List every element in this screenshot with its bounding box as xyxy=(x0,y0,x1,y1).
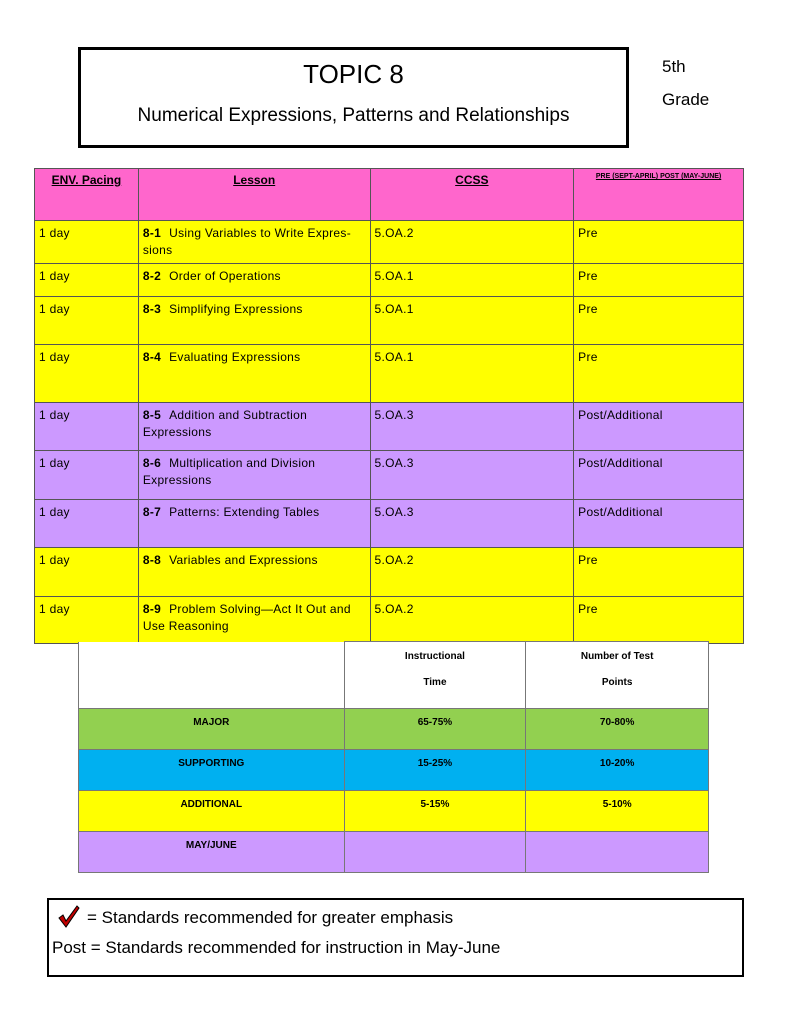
timing-cell: Pre xyxy=(574,297,744,345)
lesson-row xyxy=(35,297,744,345)
emphasis-time: 65-75% xyxy=(344,709,526,750)
ccss-cell: 5.OA.1 xyxy=(370,264,574,297)
emphasis-table xyxy=(78,641,709,873)
lesson-number: 8-7 xyxy=(142,505,162,519)
emphasis-header-blank xyxy=(79,642,345,709)
header-instructional-time xyxy=(344,642,526,709)
lesson-number: 8-9 xyxy=(142,602,162,616)
title-box xyxy=(78,47,629,148)
header-points-line1: Number of Test xyxy=(580,651,654,662)
emphasis-points: 5-10% xyxy=(526,791,709,832)
timing-cell: Pre xyxy=(574,221,744,264)
ccss-cell: 5.OA.2 xyxy=(370,221,574,264)
emphasis-row-additional xyxy=(79,791,709,832)
legend-box xyxy=(47,898,744,977)
lesson-title: Problem Solving—Act It Out and Use Reasoning xyxy=(142,602,351,633)
pacing-cell: 1 day xyxy=(35,345,139,403)
emphasis-row-major xyxy=(79,709,709,750)
lesson-cell xyxy=(138,548,370,597)
lesson-cell xyxy=(138,451,370,500)
legend-check-row xyxy=(57,904,453,933)
lesson-number: 8-8 xyxy=(142,553,162,567)
timing-cell: Post/Additional xyxy=(574,451,744,500)
lesson-row xyxy=(35,264,744,297)
header-lesson: Lesson xyxy=(138,169,370,221)
ccss-cell: 5.OA.1 xyxy=(370,297,574,345)
lesson-title: Order of Operations xyxy=(169,269,281,283)
timing-cell: Pre xyxy=(574,548,744,597)
lesson-title: Simplifying Expressions xyxy=(169,302,303,316)
emphasis-header xyxy=(79,642,709,709)
lesson-cell xyxy=(138,221,370,264)
ccss-cell: 5.OA.3 xyxy=(370,500,574,548)
lesson-table-header xyxy=(35,169,744,221)
pacing-cell: 1 day xyxy=(35,500,139,548)
lesson-row xyxy=(35,451,744,500)
emphasis-time: 15-25% xyxy=(344,750,526,791)
header-points-line2: Points xyxy=(601,677,633,688)
emphasis-time xyxy=(344,832,526,873)
legend-post-text: Post = Standards recommended for instruction in May-June xyxy=(52,938,501,957)
emphasis-points: 10-20% xyxy=(526,750,709,791)
header-instructional-line2: Time xyxy=(423,677,447,688)
timing-cell: Pre xyxy=(574,345,744,403)
emphasis-row-supporting xyxy=(79,750,709,791)
lesson-title: Evaluating Expressions xyxy=(169,350,301,364)
pacing-cell: 1 day xyxy=(35,264,139,297)
checkmark-icon xyxy=(57,904,81,933)
pacing-cell: 1 day xyxy=(35,403,139,451)
lesson-table xyxy=(34,168,744,644)
pacing-cell: 1 day xyxy=(35,451,139,500)
timing-cell: Post/Additional xyxy=(574,500,744,548)
emphasis-label: MAJOR xyxy=(79,709,345,750)
grade-line-2: Grade xyxy=(662,90,710,109)
lesson-title: Addition and Subtraction Expressions xyxy=(142,408,308,439)
lesson-row xyxy=(35,345,744,403)
pacing-cell: 1 day xyxy=(35,597,139,644)
timing-cell: Pre xyxy=(574,264,744,297)
ccss-cell: 5.OA.1 xyxy=(370,345,574,403)
topic-subtitle: Numerical Expressions, Patterns and Relationships xyxy=(137,105,570,126)
header-pacing: ENV. Pacing xyxy=(35,169,139,221)
lesson-title: Using Variables to Write Expres-sions xyxy=(142,226,351,257)
lesson-cell xyxy=(138,597,370,644)
header-instructional-line1: Instructional xyxy=(404,651,465,662)
header-pre-post: PRE (SEPT-APRIL) POST (MAY-JUNE) xyxy=(574,169,744,221)
lesson-row xyxy=(35,548,744,597)
emphasis-time: 5-15% xyxy=(344,791,526,832)
ccss-cell: 5.OA.3 xyxy=(370,451,574,500)
lesson-row xyxy=(35,500,744,548)
lesson-cell xyxy=(138,264,370,297)
emphasis-label: SUPPORTING xyxy=(79,750,345,791)
lesson-cell xyxy=(138,500,370,548)
lesson-title: Patterns: Extending Tables xyxy=(169,505,320,519)
grade-label xyxy=(662,50,709,116)
timing-cell: Post/Additional xyxy=(574,403,744,451)
topic-title: TOPIC 8 xyxy=(303,59,404,89)
emphasis-row-mayjune xyxy=(79,832,709,873)
emphasis-points xyxy=(526,832,709,873)
lesson-row xyxy=(35,403,744,451)
lesson-number: 8-5 xyxy=(142,408,162,422)
lesson-number: 8-6 xyxy=(142,456,162,470)
pacing-cell: 1 day xyxy=(35,221,139,264)
ccss-cell: 5.OA.2 xyxy=(370,597,574,644)
lesson-cell xyxy=(138,403,370,451)
lesson-title: Variables and Expressions xyxy=(169,553,318,567)
header-ccss: CCSS xyxy=(370,169,574,221)
lesson-number: 8-2 xyxy=(142,269,162,283)
lesson-number: 8-1 xyxy=(142,226,162,240)
pacing-cell: 1 day xyxy=(35,548,139,597)
lesson-title: Multiplication and Division Expressions xyxy=(142,456,316,487)
grade-line-1: 5th xyxy=(662,57,686,76)
timing-cell: Pre xyxy=(574,597,744,644)
ccss-cell: 5.OA.2 xyxy=(370,548,574,597)
header-test-points xyxy=(526,642,709,709)
lesson-row xyxy=(35,597,744,644)
emphasis-label: MAY/JUNE xyxy=(79,832,345,873)
lesson-number: 8-4 xyxy=(142,350,162,364)
lesson-row xyxy=(35,221,744,264)
ccss-cell: 5.OA.3 xyxy=(370,403,574,451)
legend-check-text: = Standards recommended for greater emphasis xyxy=(87,907,454,927)
emphasis-label: ADDITIONAL xyxy=(79,791,345,832)
lesson-cell xyxy=(138,345,370,403)
pacing-cell: 1 day xyxy=(35,297,139,345)
emphasis-points: 70-80% xyxy=(526,709,709,750)
lesson-number: 8-3 xyxy=(142,302,162,316)
lesson-cell xyxy=(138,297,370,345)
